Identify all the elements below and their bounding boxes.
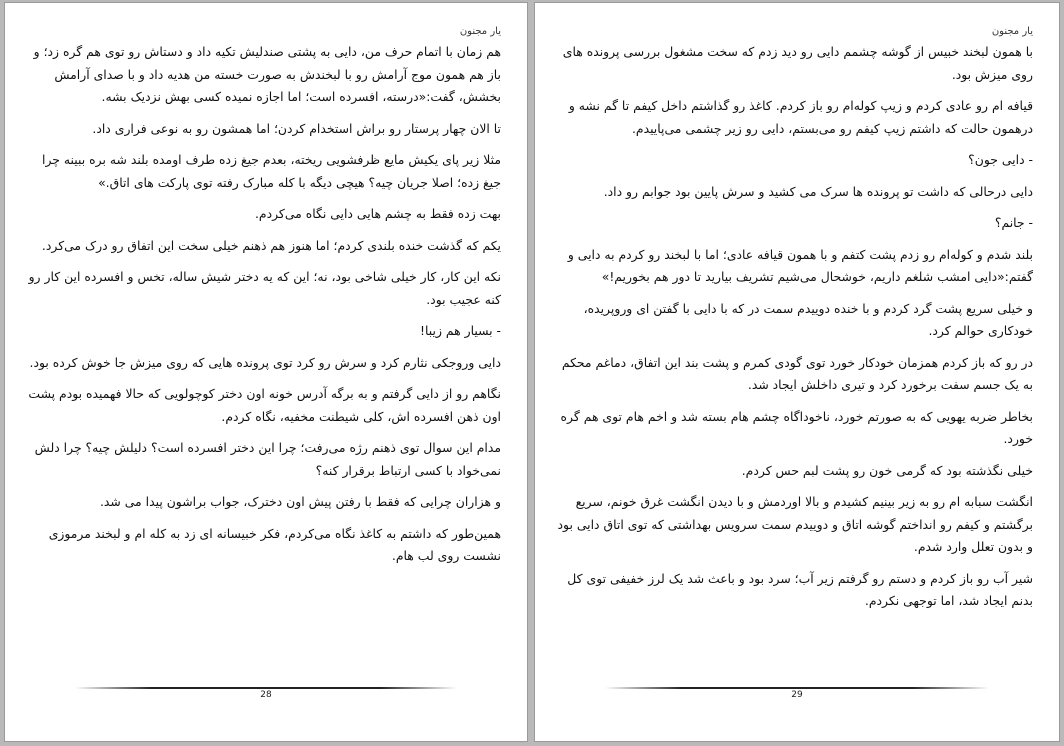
page-number: 28 xyxy=(260,690,272,700)
paragraph: و هزاران چرایی که فقط با رفتن پیش اون دخترک، جواب براشون پیدا می شد. xyxy=(99,494,501,509)
paragraph: خیلی نگذشته بود که گرمی خون رو پشت لبم حس کردم. xyxy=(741,462,1033,478)
paragraph: شیر آب رو باز کردم و دستم رو گرفتم زیر آب؛ سرد بود و باعث شد یک لرز خفیفی توی کل بدنم ایجاد شد، اما توجهی نکردم. xyxy=(567,570,1033,608)
paragraph: بلند شدم و کوله‌ام رو زدم پشت کتفم و با همون قیافه عادی؛ اما با لبخند رو کردم به دایی و گفتم:«دایی امشب شلغم داریم، خوشحال می‌شیم تشریف بیارید تا دور هم بخوریم!» xyxy=(567,246,1033,284)
running-header: یار مجنون xyxy=(459,26,501,37)
paragraph: هم زمان با اتمام حرف من، دایی به پشتی صندلیش تکیه داد و دستاش رو توی هم گره زد؛ و باز هم همون موج آرامش رو با لبخندش به صورت خسته من هدیه داد و با صدای آرامش بخشش، گفت:«درسته، افسرده است؛ اما اجازه نمیده کسی بهش نزدیک بشه. xyxy=(33,44,501,104)
left-page xyxy=(4,2,528,742)
paragraph: با همون لبخند خبیس از گوشه چشمم دایی رو دید زدم که سخت مشغول بررسی پرونده های روی میزش بود. xyxy=(562,44,1033,82)
paragraph: بهت زده فقط به چشم هایی دایی نگاه می‌کردم. xyxy=(254,206,501,221)
footer-divider xyxy=(605,687,989,689)
footer-divider xyxy=(75,687,457,689)
paragraph: مثلا زیر پای یکیش مایع ظرفشویی ریخته، بعدم جیغ زده طرف اومده بلند شه بره ببینه چرا جیغ زده؛ اصلا جریان چیه؟ هیچی دیگه با کله مبارک رفته توی پارکت های اتاق.» xyxy=(42,152,501,190)
paragraph: انگشت سبابه ام رو به زیر بینیم کشیدم و بالا اوردمش و با دیدن انگشت غرق خونم، سریع برگشتم و کیفم رو انداختم گوشه اتاق و دوییدم سمت سرویس بهداشتی که توی اتاق دایی بود و بدون تعلل وارد شدم. xyxy=(557,494,1033,554)
paragraph: در رو که باز کردم همزمان خودکار خورد توی گودی کمرم و پشت بند این اتفاق، دماغم محکم به یک جسم سفت برخورد کرد و تیری داخلش ایجاد شد. xyxy=(561,354,1033,392)
paragraph: - بسیار هم زیبا! xyxy=(420,323,501,338)
page-text xyxy=(27,41,501,577)
paragraph: مدام این سوال توی ذهنم رژه می‌رفت؛ چرا این دختر افسرده است؟ دلیلش چیه؟ چرا دلش نمی‌خواد با کسی ارتباط برقرار کنه؟ xyxy=(34,440,501,478)
paragraph: - جانم؟ xyxy=(994,215,1033,230)
paragraph: دایی وروجکی نثارم کرد و سرش رو کرد توی پرونده هایی که روی میزش جا خوش کرده بود. xyxy=(29,354,501,370)
paragraph: بخاطر ضربه یهویی که به صورتم خورد، ناخوداگاه چشم هام بسته شد و اخم هام توی هم گره خورد. xyxy=(560,408,1033,446)
paragraph: نگاهم رو از دایی گرفتم و به برگه آدرس خونه اون دختر کوچولویی که حالا فهمیده بودم پشت اون ذهن افسرده اش، کلی شیطنت مخفیه، نگاه کردم. xyxy=(28,386,501,424)
right-page xyxy=(534,2,1060,742)
running-header: یار مجنون xyxy=(991,26,1033,37)
paragraph: قیافه ام رو عادی کردم و زیپ کوله‌ام رو باز کردم. کاغذ رو گذاشتم داخل کیفم تا گم نشه و درهمون حالت که داشتم زیپ کیفم رو می‌بستم، دایی رو زیر چشمی می‌پاییدم. xyxy=(568,98,1033,136)
paragraph: تا الان چهار پرستار رو براش استخدام کردن؛ اما همشون رو به نوعی فراری داد. xyxy=(92,120,501,136)
paragraph: همین‌طور که داشتم به کاغذ نگاه می‌کردم، فکر خبیسانه ای زد به کله ام و لبخند مرموزی نشست روی لب هام. xyxy=(48,525,501,563)
paragraph: دایی درحالی که داشت تو پرونده ها سرک می کشید و سرش پایین بود جوابم رو داد. xyxy=(603,183,1033,199)
paragraph: - دایی جون؟ xyxy=(968,152,1033,167)
page-text xyxy=(557,41,1033,622)
page-number: 29 xyxy=(791,690,803,700)
paragraph: یکم که گذشت خنده بلندی کردم؛ اما هنوز هم ذهنم خیلی سخت این اتفاق رو درک می‌کرد. xyxy=(41,237,501,253)
paragraph: و خیلی سریع پشت گرد کردم و با خنده دوییدم سمت در که با دایی با گفتن ای وروپریده، خودکاری حوالم کرد. xyxy=(583,300,1033,338)
paragraph: نکه این کار، کار خیلی شاخی بود، نه؛ این که یه دختر شیش ساله، تخس و افسرده این کار رو کنه عجیب بود. xyxy=(28,269,501,307)
